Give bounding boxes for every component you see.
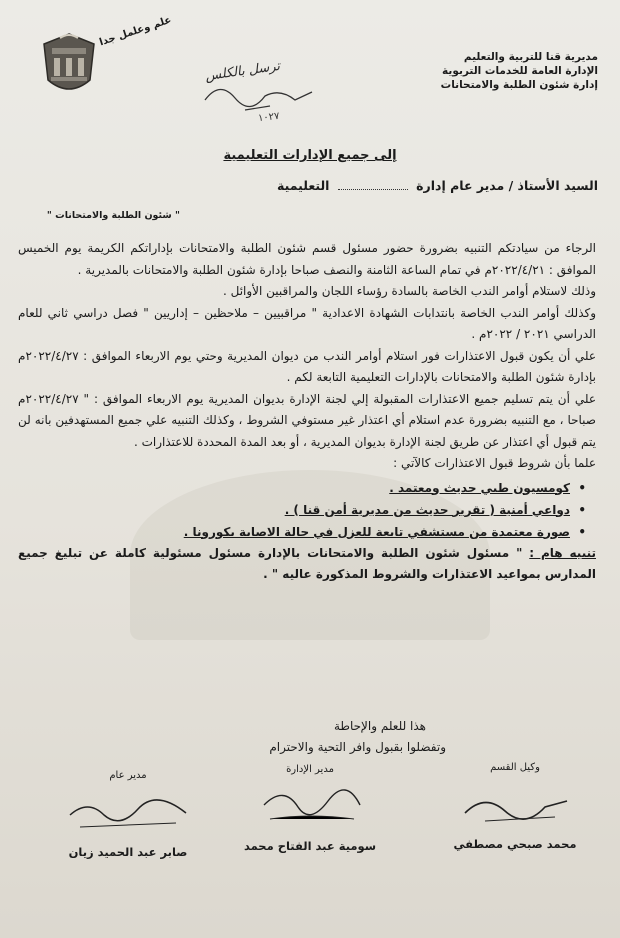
closing-line-1: هذا للعلم والإحاطة bbox=[334, 719, 426, 733]
closing bbox=[269, 716, 596, 758]
addressee-prefix: السيد الأستاذ / مدير عام إدارة bbox=[416, 178, 598, 193]
organization-header bbox=[388, 50, 598, 92]
signature-name: محمد صبحي مصطفي bbox=[453, 837, 577, 851]
important-notice bbox=[18, 543, 596, 586]
signature-title: مدير الإدارة bbox=[286, 764, 334, 775]
condition-item: • صورة معتمدة من مستشفي تابعة للعزل في حالة الاصابة بكورونا . bbox=[18, 521, 570, 543]
condition-item: • دواعي أمنية ( تقرير حديث من مديرية أمن قنا ) . bbox=[18, 499, 570, 521]
recipient-line: إلى جميع الإدارات التعليمية bbox=[223, 148, 397, 163]
addressee-line bbox=[277, 178, 598, 193]
condition-item: • كومسيون طبي حديث ومعتمد . bbox=[18, 477, 570, 499]
signature-name: صابر عبد الحميد زيان bbox=[68, 845, 188, 859]
handwritten-note: ترسل بالكلس bbox=[204, 58, 281, 85]
signature-block-deputy bbox=[450, 762, 580, 851]
signature-scribble-icon bbox=[58, 781, 198, 841]
signature-scribble-icon bbox=[455, 773, 575, 833]
notice-text: " مسئول شئون الطلبة والامتحانات بالإدارة مسئول مسئولية كاملة عن تبليغ جميع المدارس بمواعيد الاعتذارات والشروط المذكورة عاليه " . bbox=[18, 545, 596, 581]
conditions-intro: علما بأن شروط قبول الاعتذارات كالآتي : bbox=[393, 456, 596, 470]
signature-name: سومية عبد الفتاح محمد bbox=[243, 839, 377, 853]
handwritten-number: ١٠٢٧ bbox=[257, 110, 281, 125]
paragraph-4: علي أن يكون قبول الاعتذارات فور استلام أوامر الندب من ديوان المديرية وحتي يوم الاربعاء الموافق : ٢٠٢٢/٤/٢٧م بإدارة شئون الطلبة والامتحانات بالإدارات التعليمية التابعة لكم . bbox=[18, 348, 596, 384]
ministry-emblem-icon bbox=[38, 30, 100, 100]
addressee-suffix: التعليمية bbox=[277, 178, 330, 193]
org-line-1: مديرية قنا للتربية والتعليم bbox=[463, 51, 598, 63]
signature-title: وكيل القسم bbox=[490, 762, 540, 773]
paragraph-1: الرجاء من سيادتكم التنبيه بضرورة حضور مسئول قسم شئون الطلبة والامتحانات بإداراتكم الكريمة يوم الخميس الموافق : ٢٠٢٢/٤/٢١م في تمام الساعة الثامنة والنصف صباحا بإدارة شئون الطلبة والامتحانات بالمديرية . bbox=[18, 241, 596, 277]
paragraph-3: وكذلك أوامر الندب الخاصة بانتدابات الشهادة الاعدادية " مراقبيين – ملاحظين – إداريين " فصل دراسي ثاني للعام الدراسي ٢٠٢١ / ٢٠٢٢م . bbox=[18, 305, 596, 341]
addressee-blank bbox=[338, 189, 408, 190]
notice-label: تنبيه هام : bbox=[529, 545, 596, 560]
org-line-2: الإدارة العامة للخدمات التربوية bbox=[442, 65, 598, 77]
paragraph-2: وذلك لاستلام أوامر الندب الخاصة بالسادة رؤساء اللجان والمراقبين الأوائل . bbox=[222, 284, 596, 298]
conditions-list bbox=[18, 477, 596, 543]
department-unit: " شئون الطلبة والامتحانات " bbox=[46, 210, 180, 221]
signature-title: مدير عام bbox=[109, 770, 147, 781]
signature-block-general-director bbox=[48, 770, 208, 859]
signature-block-director bbox=[240, 764, 380, 853]
signature-scribble-icon bbox=[250, 775, 370, 835]
closing-line-2: وتفضلوا بقبول وافر التحية والاحترام bbox=[269, 740, 446, 754]
motto-text: علم وعلمل جدا bbox=[98, 14, 173, 49]
letter-body bbox=[18, 238, 596, 586]
paragraph-5: علي أن يتم تسليم جميع الاعتذارات المقبولة إلي لجنة الإدارة بديوان المديرية يوم الاربعاء الموافق : " ٢٠٢٢/٤/٢٧م صباحا ، مع التنبيه بضرورة عدم استلام أي اعتذار غير مستوفي الشروط ، وكذلك التنبيه علي جميع المستهدفين بانه لن يتم قبول أي اعتذار عن طريق لجنة الإدارة بديوان المديرية ، أو بعد المدة المحددة للاعتذارات . bbox=[18, 391, 596, 449]
org-line-3: إدارة شئون الطلبة والامتحانات bbox=[440, 79, 598, 91]
